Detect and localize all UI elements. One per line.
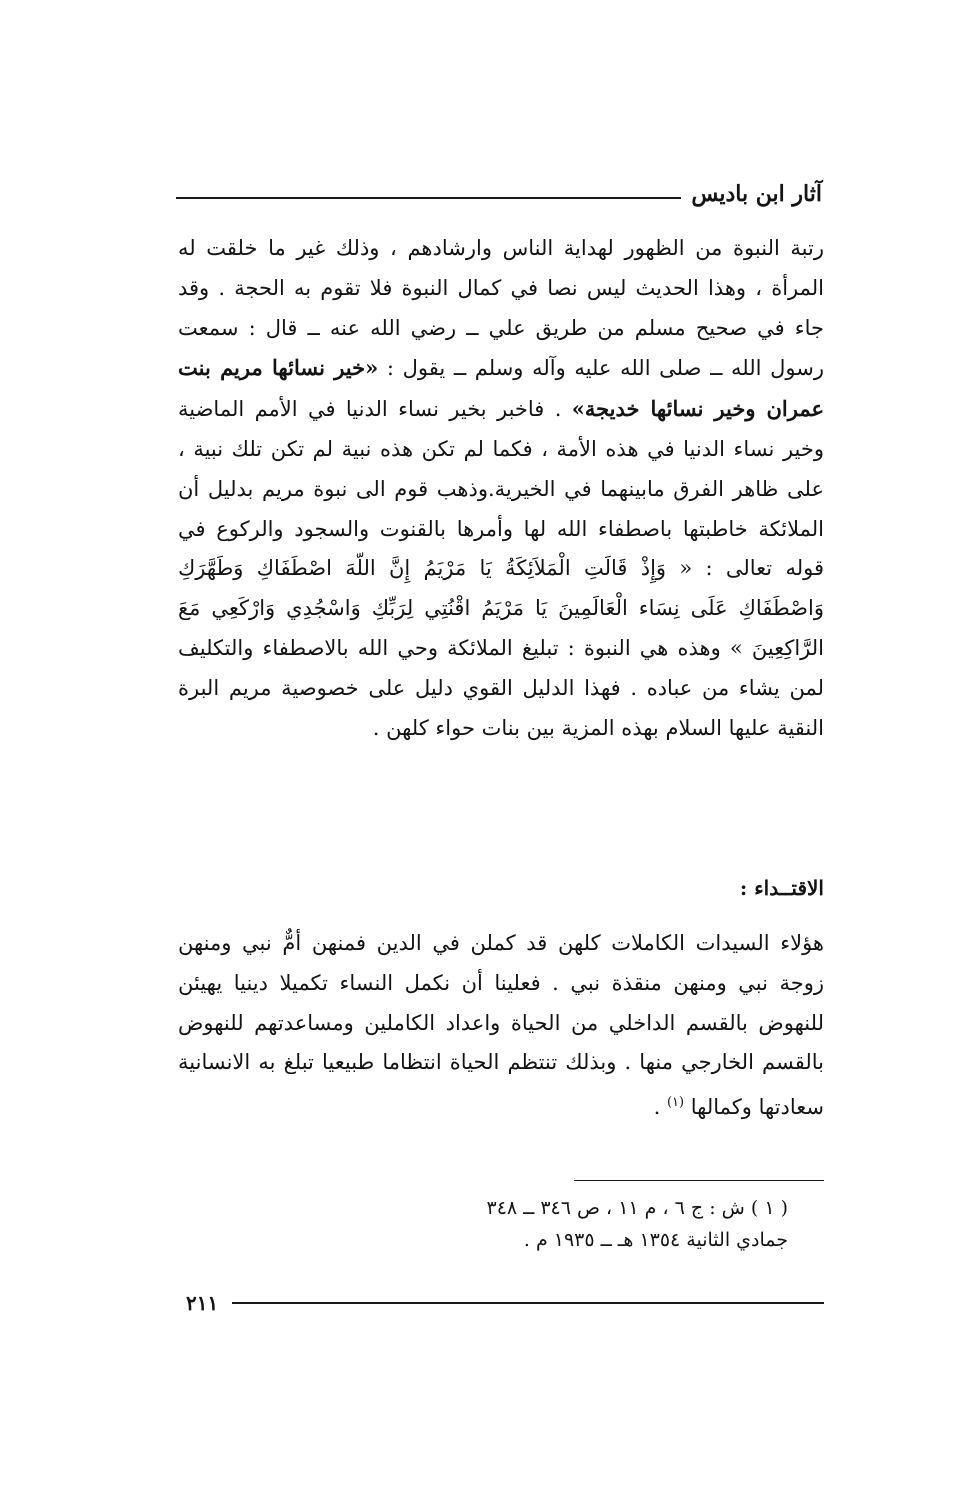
section-heading: الاقتــداء : [739,876,824,900]
paragraph-text-b: . فاخبر بخير نساء الدنيا في الأمم الماضية وخير نساء الدنيا في هذه الأمة ، فكما لم تكن هذه نبية لم تكن تلك نبية ، على ظاهر الفرق مابينهما في الخيرية.وذهب قوم الى نبوة مريم بدليل أن الملائكة خاطبتها باصطفاء الله لها وأمرها بالقنوت والسجود والركوع في قوله تعالى : « وَإِذْ قَالَتِ الْمَلاَئِكَةُ يَا مَرْيَمُ إِنَّ اللّهَ اصْطَفَاكِ وَطَهَّرَكِ وَاصْطَفَاكِ عَلَى نِسَاء الْعَالَمِينَ يَا مَرْيَمُ اقْنُتِي لِرَبِّكِ وَاسْجُدِي وَارْكَعِي مَعَ الرَّاكِعِينَ » وهذه هي النبوة : تبليغ الملائكة وحي الله بالاصطفاء والتكليف لمن يشاء من عباده . فهذا الدليل القوي دليل على خصوصية مريم البرة النقية عليها السلام بهذه المزية بين بنات حواء كلهن . [178,397,824,740]
footnote-reference: (١) [666,1095,685,1111]
header-rule [176,197,681,199]
book-title: آثار ابن باديس [691,181,822,207]
paragraph-text: هؤلاء السيدات الكاملات كلهن قد كملن في الدين فمنهن أمٌّ نبي ومنهن زوجة نبي ومنهن منقذة نبي . فعلينا أن نكمل النساء تكميلا دينيا يهيئن للنهوض بالقسم الداخلي من الحياة واعداد الكاملين ومساعدتهم للنهوض بالقسم الخارجي منها . وبذلك تنتظم الحياة انتظاما طبيعيا تبلغ به الانسانية سعادتها وكمالها [178,931,824,1120]
hadith-quote: «خير نسائها مريم بنت عمران وخير نسائها خديجة» [178,355,824,422]
running-header [176,176,822,212]
footnote-separator [574,1180,824,1181]
footnote [360,1192,788,1256]
paragraph-prophethood [178,229,824,748]
footer-rule [232,1302,824,1304]
paragraph-end: . [653,1095,667,1120]
page-footer [186,1288,824,1318]
footnote-date: جمادي الثانية ١٣٥٤ هـ ــ ١٩٣٥ م . [523,1229,788,1251]
footnote-source: ( ١ ) ش : ج ٦ ، م ١١ ، ص ٣٤٦ ــ ٣٤٨ [486,1197,788,1219]
paragraph-emulation [178,924,824,1128]
paragraph-text-a: رتبة النبوة من الظهور لهداية الناس وارشادهم ، وذلك غير ما خلقت له المرأة ، وهذا الحديث ليس نصا في كمال النبوة فلا تقوم به الحجة . وقد جاء في صحيح مسلم من طريق علي ــ رضي الله عنه ــ قال : سمعت رسول الله ــ صلى الله عليه وآله وسلم ــ يقول : [178,236,824,381]
page-number: ٢١١ [186,1291,219,1315]
